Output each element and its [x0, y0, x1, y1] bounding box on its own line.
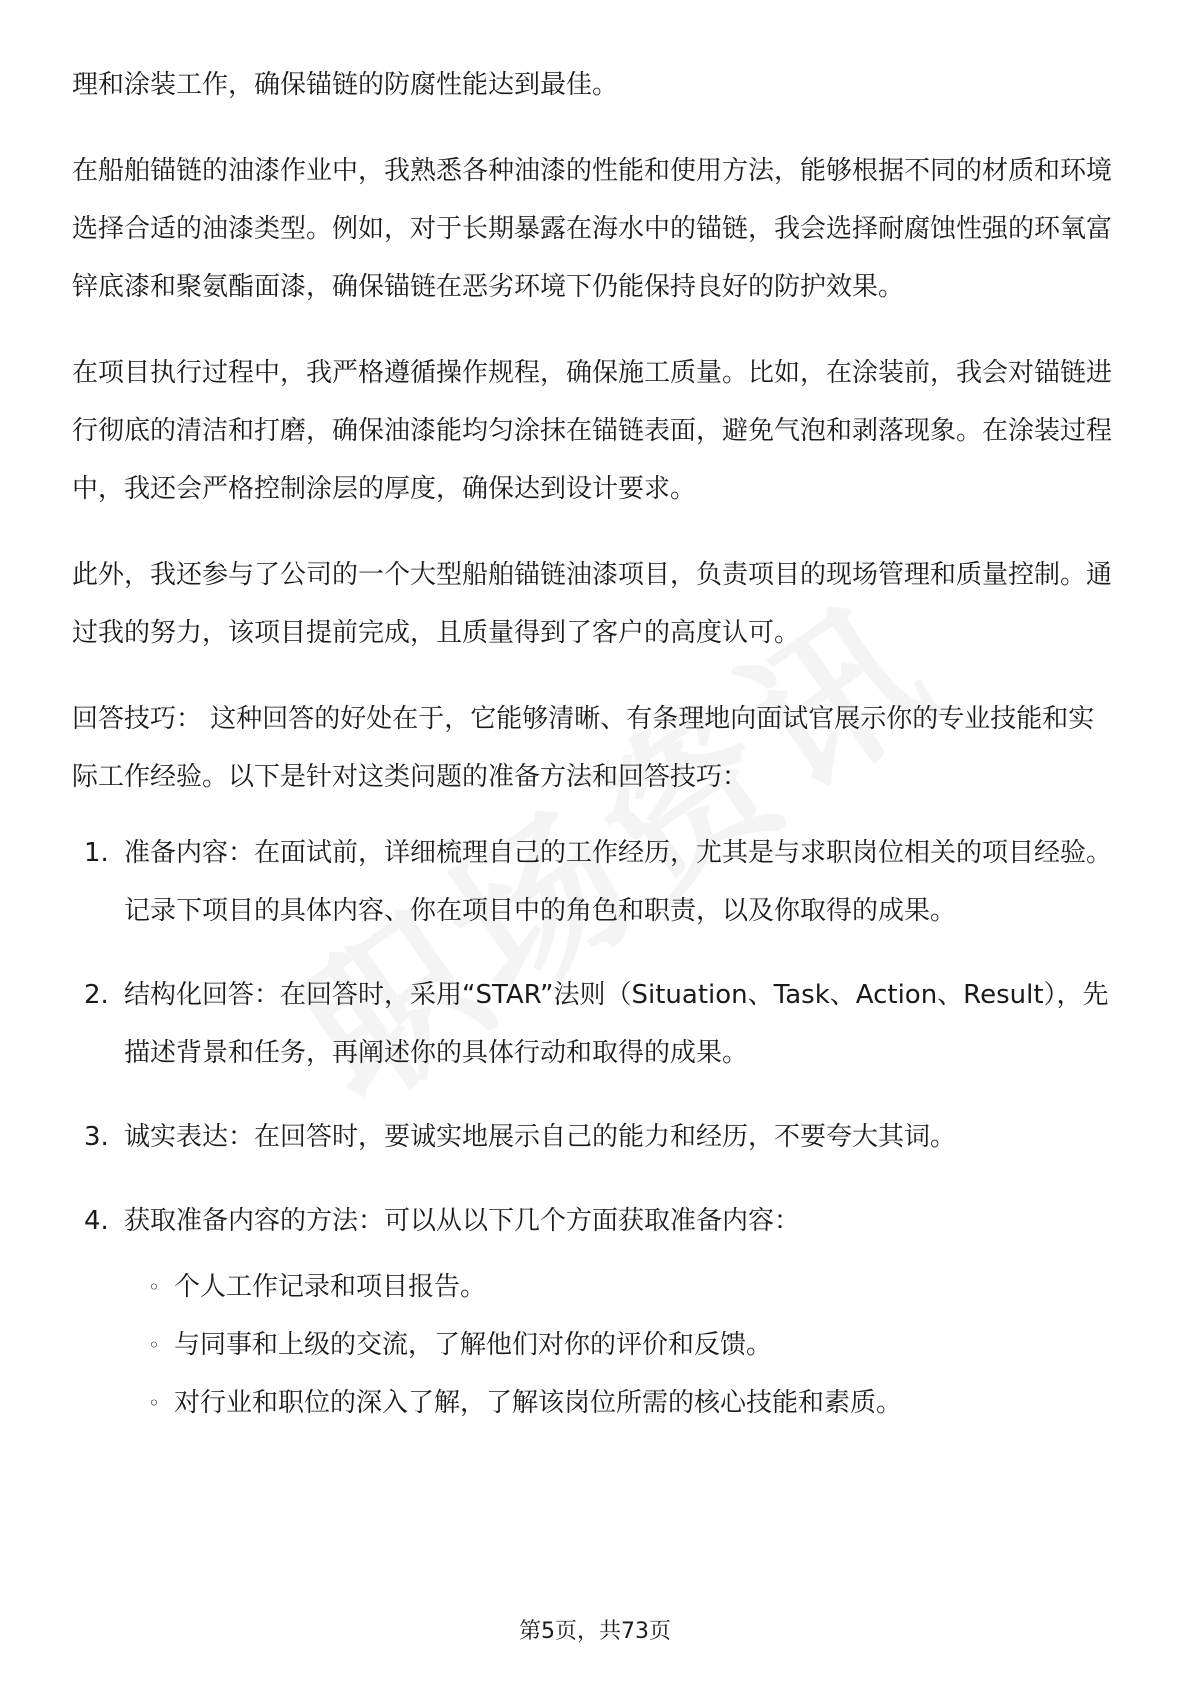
tips-list	[72, 824, 1120, 1432]
sub-list	[124, 1258, 1120, 1432]
sub-list-item	[148, 1316, 1120, 1374]
paragraph-2: 在船舶锚链的油漆作业中，我熟悉各种油漆的性能和使用方法，能够根据不同的材质和环境选择合适的油漆类型。例如，对于长期暴露在海水中的锚链，我会选择耐腐蚀性强的环氧富锌底漆和聚氨酯面漆，确保锚链在恶劣环境下仍能保持良好的防护效果。	[72, 156, 1113, 302]
sub-list-item-text: 对行业和职位的深入了解，了解该岗位所需的核心技能和素质。	[174, 1388, 903, 1418]
page-footer: 第5页，共73页	[519, 1619, 671, 1644]
list-item-text: 获取准备内容的方法：可以从以下几个方面获取准备内容：	[124, 1206, 801, 1236]
list-item	[72, 966, 1120, 1082]
list-number: 3.	[84, 1122, 109, 1152]
bullet-icon: ◦	[148, 1391, 160, 1415]
list-number: 2.	[84, 980, 109, 1010]
list-item-text: 诚实表达：在回答时，要诚实地展示自己的能力和经历，不要夸大其词。	[124, 1122, 957, 1152]
bullet-icon: ◦	[148, 1275, 160, 1299]
list-item-text: 准备内容：在面试前，详细梳理自己的工作经历，尤其是与求职岗位相关的项目经验。记录下项目的具体内容、你在项目中的角色和职责，以及你取得的成果。	[124, 838, 1113, 926]
list-item-text: 结构化回答：在回答时，采用“STAR”法则（Situation、Task、Action、Result），先描述背景和任务，再阐述你的具体行动和取得的成果。	[124, 980, 1109, 1068]
bullet-icon: ◦	[148, 1333, 160, 1357]
paragraph-3: 在项目执行过程中，我严格遵循操作规程，确保施工质量。比如，在涂装前，我会对锚链进行彻底的清洁和打磨，确保油漆能均匀涂抹在锚链表面，避免气泡和剥落现象。在涂装过程中，我还会严格控制涂层的厚度，确保达到设计要求。	[72, 358, 1113, 504]
list-item	[72, 1192, 1120, 1432]
paragraph-5: 回答技巧： 这种回答的好处在于，它能够清晰、有条理地向面试官展示你的专业技能和实际工作经验。以下是针对这类问题的准备方法和回答技巧：	[72, 704, 1095, 792]
list-item	[72, 824, 1120, 940]
list-item	[72, 1108, 1120, 1166]
sub-list-item-text: 与同事和上级的交流，了解他们对你的评价和反馈。	[174, 1330, 773, 1360]
list-number: 1.	[84, 838, 109, 868]
paragraph-1: 理和涂装工作，确保锚链的防腐性能达到最佳。	[72, 70, 619, 100]
sub-list-item-text: 个人工作记录和项目报告。	[174, 1272, 487, 1302]
list-number: 4.	[84, 1206, 109, 1236]
paragraph-4: 此外，我还参与了公司的一个大型船舶锚链油漆项目，负责项目的现场管理和质量控制。通过我的努力，该项目提前完成，且质量得到了客户的高度认可。	[72, 560, 1113, 648]
sub-list-item	[148, 1258, 1120, 1316]
sub-list-item	[148, 1374, 1120, 1432]
page-content	[72, 56, 1120, 1458]
